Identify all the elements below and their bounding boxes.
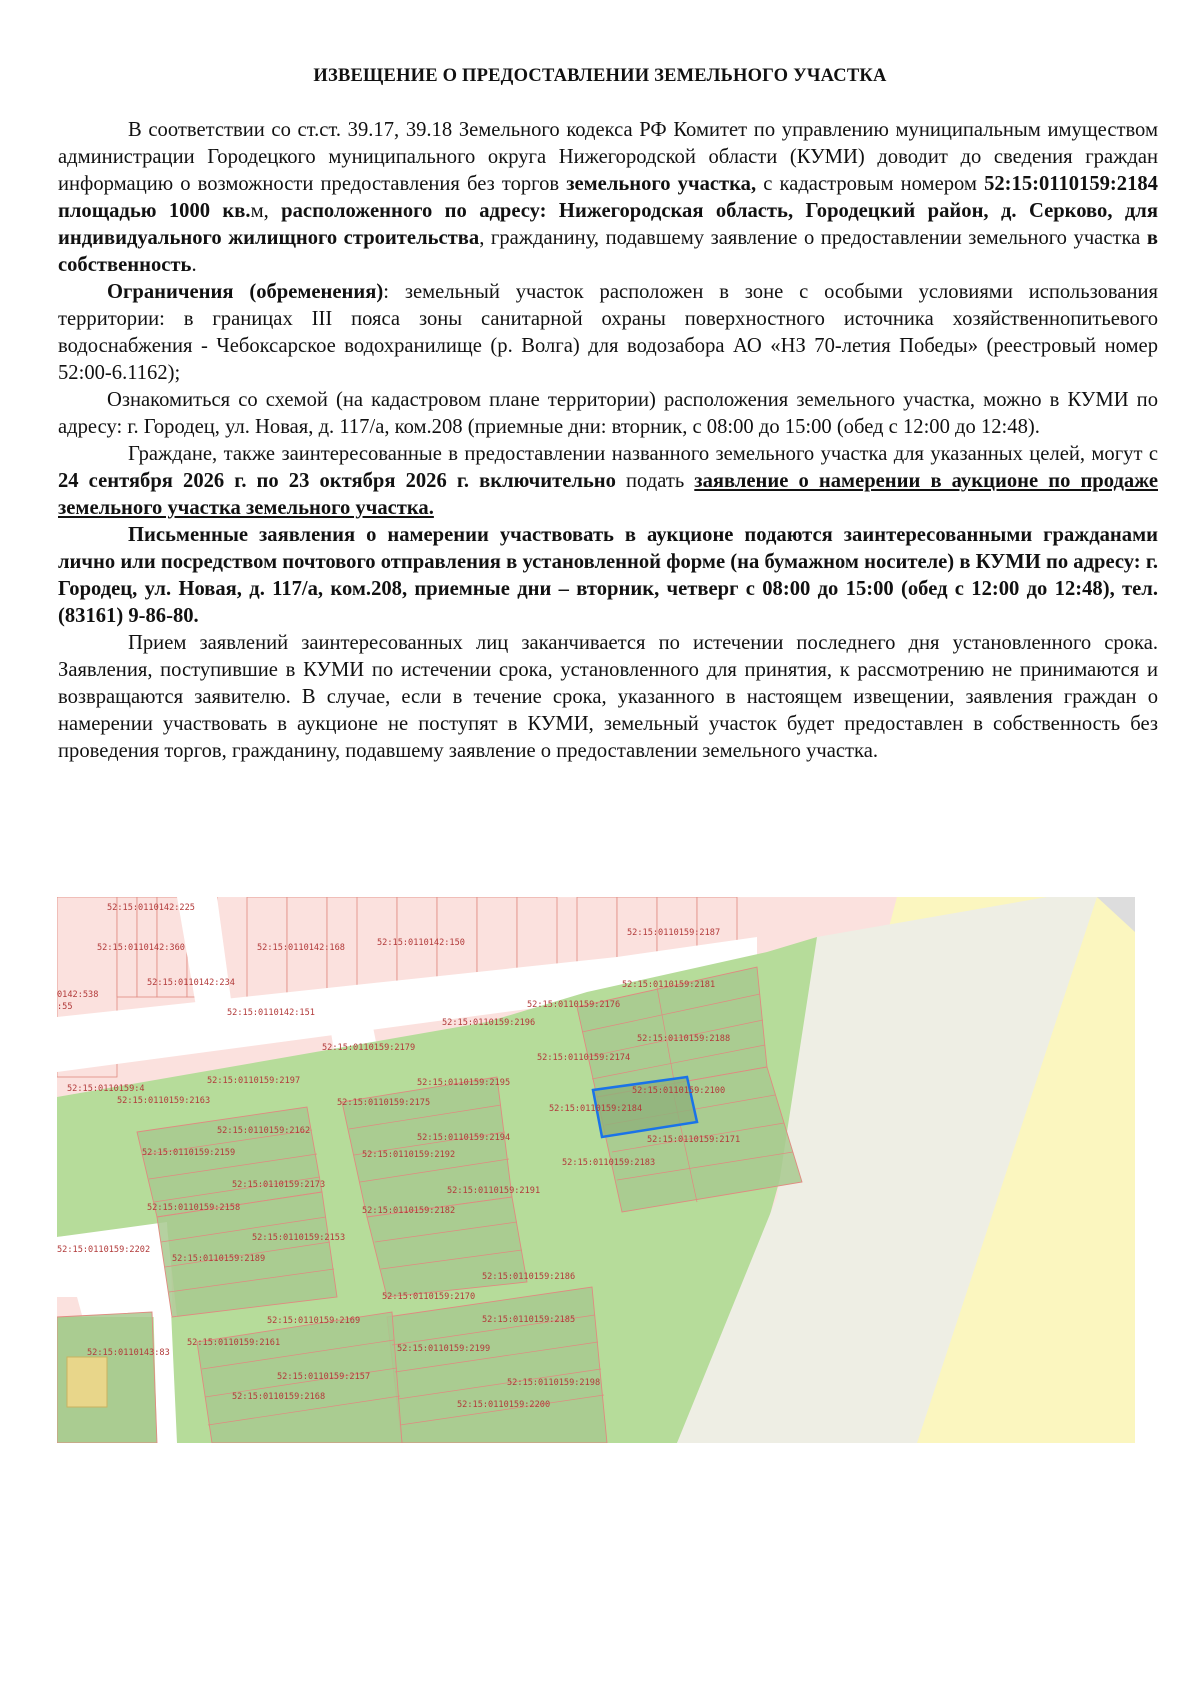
- cadastral-label: 52:15:0110159:2186: [482, 1272, 576, 1282]
- cadastral-label: 52:15:0110159:2199: [397, 1344, 491, 1354]
- cadastral-label: 52:15:0110159:2181: [622, 980, 716, 990]
- cadastral-label: 52:15:0110142:168: [257, 943, 345, 953]
- application-type: заявление о намерении в аукционе по продаже земельного участка земельного участка.: [58, 470, 1158, 519]
- text-run: .: [191, 254, 197, 276]
- restrictions-heading: Ограничения (обременения): [107, 281, 384, 303]
- building: [67, 1357, 107, 1407]
- cadastral-label: 52:15:0110159:2173: [232, 1180, 326, 1190]
- document-body: [58, 117, 1158, 765]
- paragraph-restrictions: [58, 279, 1158, 387]
- cadastral-label: 52:15:0110159:2171: [647, 1135, 741, 1145]
- cadastral-label: :55: [57, 1002, 73, 1012]
- cadastral-label: 52:15:0110159:2185: [482, 1315, 576, 1325]
- cadastral-label: 52:15:0110159:2184: [549, 1104, 643, 1114]
- cadastral-label: 52:15:0110159:2189: [172, 1254, 266, 1264]
- cadastral-label: 52:15:0110142:151: [227, 1008, 315, 1018]
- cadastral-label: 52:15:0110143:83: [87, 1348, 170, 1358]
- cadastral-label: 52:15:0110159:2194: [417, 1133, 511, 1143]
- cadastral-label: 52:15:0110159:2182: [362, 1206, 456, 1216]
- cadastral-label: 52:15:0110159:2168: [232, 1392, 326, 1402]
- paragraph-deadline: [58, 441, 1158, 522]
- cadastral-label: 52:15:0110159:2169: [267, 1316, 361, 1326]
- cadastral-label: 52:15:0110159:2200: [457, 1400, 551, 1410]
- text-run: , гражданину, подавшему заявление о предоставлении земельного участка: [479, 227, 1147, 249]
- paragraph-written-applications: [58, 522, 1158, 630]
- cadastral-label: 52:15:0110159:2183: [562, 1158, 656, 1168]
- cadastral-label: 52:15:0110159:2163: [117, 1096, 211, 1106]
- application-dates: 24 сентября 2026 г. по 23 октября 2026 г. включительно: [58, 470, 616, 492]
- text-run: м,: [250, 200, 282, 222]
- cadastral-label: 52:15:0110159:2197: [207, 1076, 301, 1086]
- cadastral-number-area: 52:15:0110159:2184 площадью 1000 кв.: [58, 173, 1158, 222]
- cadastral-label: 52:15:0110142:225: [107, 903, 195, 913]
- paragraph-acceptance: Прием заявлений заинтересованных лиц заканчивается по истечении последнего дня установленного срока. Заявления, поступившие в КУМИ по истечении срока, установленного для принятия, к рассмотрению не принимаются и возвращаются заявителю. В случае, если в течение срока, указанного в настоящем извещении, заявления граждан о намерении участвовать в аукционе не поступят в КУМИ, земельный участок будет предоставлен в собственность без проведения торгов, гражданину, подавшему заявление о предоставлении земельного участка.: [58, 632, 1158, 762]
- text-run: подать: [615, 470, 695, 492]
- cadastral-label: 52:15:0110159:2179: [322, 1043, 416, 1053]
- cadastral-map: [57, 897, 1135, 1443]
- cadastral-label: 52:15:0110159:2192: [362, 1150, 456, 1160]
- cadastral-label: 52:15:0110159:2100: [632, 1086, 726, 1096]
- cadastral-label: 52:15:0110159:2153: [252, 1233, 346, 1243]
- text-run: Граждане, также заинтересованные в предоставлении названного земельного участка для указанных целей, могут с: [128, 443, 1158, 465]
- cadastral-label: 52:15:0110159:2191: [447, 1186, 541, 1196]
- cadastral-label: 52:15:0110159:2159: [142, 1148, 236, 1158]
- cadastral-label: 52:15:0110159:2188: [637, 1034, 731, 1044]
- cadastral-label: 52:15:0110159:2196: [442, 1018, 536, 1028]
- cadastral-label: 52:15:0110159:2176: [527, 1000, 621, 1010]
- document-title: ИЗВЕЩЕНИЕ О ПРЕДОСТАВЛЕНИИ ЗЕМЕЛЬНОГО УЧАСТКА: [313, 66, 887, 86]
- cadastral-label: 52:15:0110159:2187: [627, 928, 721, 938]
- cadastral-label: 0142:538: [57, 990, 99, 1000]
- cadastral-label: 52:15:0110159:2195: [417, 1078, 511, 1088]
- cadastral-map-canvas: [57, 897, 1135, 1443]
- cadastral-label: 52:15:0110159:2158: [147, 1203, 241, 1213]
- paragraph-scheme-review: Ознакомиться со схемой (на кадастровом плане территории) расположения земельного участка, можно в КУМИ по адресу: г. Городец, ул. Новая, д. 117/а, ком.208 (приемные дни: вторник, с 08:00 до 15:00 (обед с 12:00 до 12:48).: [58, 389, 1158, 438]
- text-run: В соответствии со ст.ст. 39.17, 39.18 Земельного кодекса РФ Комитет по управлению муниципальным имуществом администрации Городецкого муниципального округа Нижегородской области (КУМИ) доводит до сведения граждан информацию о возможности предоставления без торгов: [58, 119, 1158, 195]
- cadastral-label: 52:15:0110159:2175: [337, 1098, 431, 1108]
- text-run: : земельный участок расположен в зоне с особыми условиями использования территории: в границах III пояса зоны санитарной охраны поверхностного источника хозяйственнопитьевого водоснабжения - Чебоксарское водохранилище (р. Волга) для водозабора АО «НЗ 70-летия Победы» (реестровый номер 52:00-6.1162);: [58, 281, 1158, 384]
- cadastral-label: 52:15:0110159:2202: [57, 1245, 151, 1255]
- cadastral-label: 52:15:0110159:2170: [382, 1292, 476, 1302]
- cadastral-label: 52:15:0110142:234: [147, 978, 235, 988]
- cadastral-label: 52:15:0110159:2162: [217, 1126, 311, 1136]
- bold-run: Письменные заявления о намерении участвовать в аукционе подаются заинтересованными гражданами лично или посредством почтового отправления в установленной форме (на бумажном носителе) в КУМИ по адресу: г. Городец, ул. Новая, д. 117/а, ком.208, приемные дни – вторник, четверг с 08:00 до 15:00 (обед с 12:00 до 12:48), тел. (83161) 9-86-80.: [58, 524, 1158, 627]
- cadastral-label: 52:15:0110159:4: [67, 1084, 145, 1094]
- parcel-address-purpose: расположенного по адресу: Нижегородская область, Городецкий район, д. Серково, для индивидуального жилищного строительства: [58, 200, 1158, 249]
- cadastral-label: 52:15:0110159:2161: [187, 1338, 281, 1348]
- cadastral-label: 52:15:0110142:360: [97, 943, 185, 953]
- cadastral-label: 52:15:0110159:2157: [277, 1372, 371, 1382]
- paragraph-legal-basis: [58, 117, 1158, 279]
- cadastral-label: 52:15:0110159:2174: [537, 1053, 631, 1063]
- bold-run: в собственность: [58, 227, 1158, 276]
- text-run: с кадастровым номером: [756, 173, 985, 195]
- bold-run: земельного участка,: [566, 173, 757, 195]
- cadastral-label: 52:15:0110159:2198: [507, 1378, 601, 1388]
- cadastral-label: 52:15:0110142:150: [377, 938, 465, 948]
